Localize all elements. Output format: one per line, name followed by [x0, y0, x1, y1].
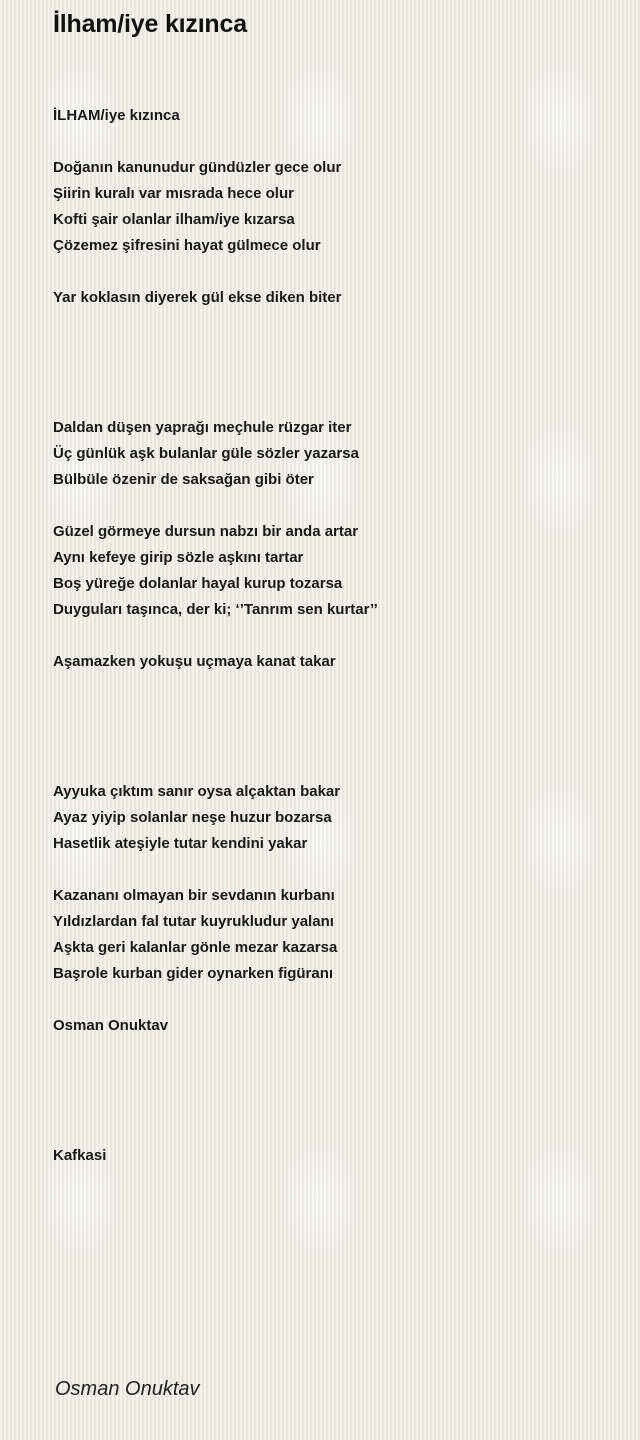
poem-line: Kazananı olmayan bir sevdanın kurbanı	[53, 887, 335, 904]
page-title: İlham/iye kızınca	[53, 10, 247, 38]
poem-blank-line	[53, 1065, 378, 1091]
poem-blank-line	[53, 857, 378, 883]
poem-line: Aşkta geri kalanlar gönle mezar kazarsa	[53, 939, 338, 956]
author-signature: Osman Onuktav	[55, 1378, 200, 1400]
poem-line: Yıldızlardan fal tutar kuyrukludur yalanı	[53, 913, 334, 930]
poem-blank-line	[53, 1039, 378, 1065]
poem-blank-line	[53, 623, 378, 649]
poem-line: Şiirin kuralı var mısrada hece olur	[53, 185, 294, 202]
poem-line: Ayyuka çıktım sanır oysa alçaktan bakar	[53, 783, 341, 800]
poem-line: Yar koklasın diyerek gül ekse diken biter	[53, 289, 342, 306]
poem-blank-line	[53, 389, 378, 415]
poem-blank-line	[53, 363, 378, 389]
poem-line: Kafkasi	[53, 1147, 107, 1164]
poem-blank-line	[53, 311, 378, 337]
poem-blank-line	[53, 1117, 378, 1143]
poem-line: Ayaz yiyip solanlar neşe huzur bozarsa	[53, 809, 332, 826]
poem-line: Osman Onuktav	[53, 1017, 169, 1034]
poem-line: Bülbüle özenir de saksağan gibi öter	[53, 471, 314, 488]
poem-blank-line	[53, 701, 378, 727]
poem-blank-line	[53, 987, 378, 1013]
poem-blank-line	[53, 753, 378, 779]
poem-line: Aşamazken yokuşu uçmaya kanat takar	[53, 653, 336, 670]
poem-blank-line	[53, 337, 378, 363]
poem-line: Doğanın kanunudur gündüzler gece olur	[53, 159, 342, 176]
poem-line: Kofti şair olanlar ilham/iye kızarsa	[53, 211, 295, 228]
poem-line: Boş yüreğe dolanlar hayal kurup tozarsa	[53, 575, 343, 592]
poem-blank-line	[53, 1091, 378, 1117]
poem-body	[53, 103, 378, 1169]
poem-line: Aynı kefeye girip sözle aşkını tartar	[53, 549, 304, 566]
poem-line: Hasetlik ateşiyle tutar kendini yakar	[53, 835, 308, 852]
poem-line: Başrole kurban gider oynarken figüranı	[53, 965, 334, 982]
poem-blank-line	[53, 493, 378, 519]
poem-blank-line	[53, 259, 378, 285]
poem-line: Daldan düşen yaprağı meçhule rüzgar iter	[53, 419, 352, 436]
poem-line: Güzel görmeye dursun nabzı bir anda artar	[53, 523, 359, 540]
poem-blank-line	[53, 129, 378, 155]
poem-line: İLHAM/iye kızınca	[53, 107, 180, 124]
poem-line: Çözemez şifresini hayat gülmece olur	[53, 237, 321, 254]
poem-line: Duyguları taşınca, der ki; ‘’Tanrım sen kurtar’’	[53, 601, 378, 618]
poem-line: Üç günlük aşk bulanlar güle sözler yazarsa	[53, 445, 359, 462]
poem-blank-line	[53, 675, 378, 701]
poem-blank-line	[53, 727, 378, 753]
